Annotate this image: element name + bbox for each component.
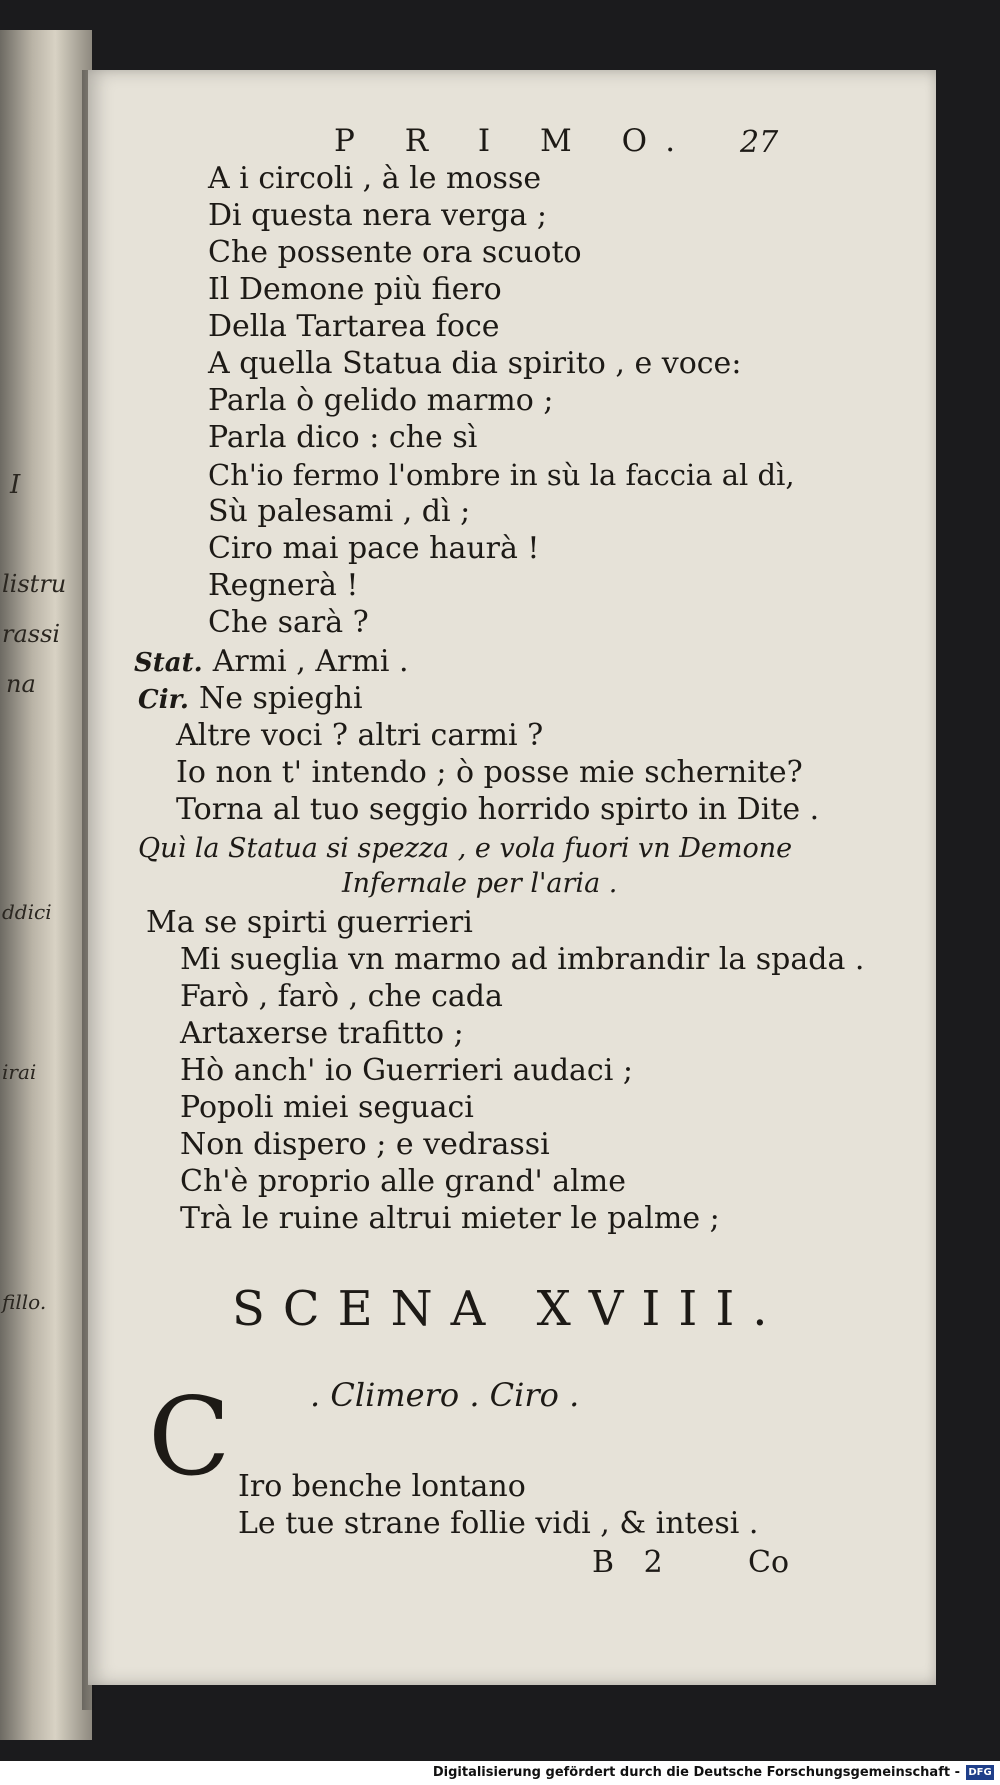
- verse-line: Le tue strane follie vidi , & intesi .: [238, 1506, 759, 1541]
- verse-line: Regnerà !: [208, 568, 359, 603]
- speech-line: [138, 682, 363, 717]
- speaker-name: Stat.: [134, 648, 203, 678]
- speaker-name: Cir.: [138, 685, 189, 715]
- facing-page-fragment: fillo.: [2, 1290, 47, 1314]
- verse-line: Iro benche lontano: [238, 1469, 526, 1504]
- verse-line: Sù palesami , dì ;: [208, 494, 471, 529]
- facing-page-fragment: rassi: [2, 620, 61, 648]
- facing-page-edge: [0, 30, 92, 1740]
- scene-heading: SCENA XVIII.: [232, 1281, 786, 1337]
- footer-credit: Digitalisierung gefördert durch die Deutsche Forschungsgemeinschaft -: [432, 1765, 960, 1780]
- verse-line: Parla ò gelido marmo ;: [208, 383, 554, 418]
- verse-line: A quella Statua dia spirito , e voce:: [208, 346, 742, 381]
- verse-line: Della Tartarea foce: [208, 309, 500, 344]
- verse-line: Hò anch' io Guerrieri audaci ;: [180, 1053, 633, 1088]
- digitization-footer: [0, 1761, 1000, 1785]
- verse-line: Trà le ruine altrui mieter le palme ;: [180, 1201, 720, 1236]
- verse-line: Non dispero ; e vedrassi: [180, 1127, 550, 1162]
- facing-page-fragment: na: [6, 670, 36, 698]
- speech-line: [134, 645, 408, 680]
- catchword: Co: [748, 1545, 790, 1580]
- stage-direction: Infernale per l'aria .: [342, 868, 618, 899]
- verse-line: Il Demone più fiero: [208, 272, 502, 307]
- verse-line: Torna al tuo seggio horrido spirto in Dite .: [176, 792, 820, 827]
- facing-page-fragment: listru: [2, 570, 67, 598]
- dfg-logo: DFG: [966, 1765, 994, 1780]
- running-header: P R I M O.: [334, 123, 696, 159]
- verse-line: Altre voci ? altri carmi ?: [176, 718, 544, 753]
- drop-cap: C: [148, 1375, 231, 1500]
- verse-line: Parla dico : che sì: [208, 420, 478, 455]
- verse-line: A i circoli , à le mosse: [208, 161, 542, 196]
- speech-text: Armi , Armi .: [212, 644, 409, 679]
- speech-text: Ne spieghi: [198, 681, 363, 716]
- verse-line: Ch'è proprio alle grand' alme: [180, 1164, 626, 1199]
- verse-line: Io non t' intendo ; ò posse mie schernite?: [176, 755, 803, 790]
- facing-page-fragment: ddici: [2, 900, 52, 924]
- page-number: 27: [740, 125, 779, 160]
- facing-page-fragment: irai: [2, 1060, 37, 1084]
- verse-line: Mi sueglia vn marmo ad imbrandir la spada .: [180, 942, 865, 977]
- verse-line: Ciro mai pace haurà !: [208, 531, 540, 566]
- scene-characters: . Climero . Ciro .: [310, 1376, 580, 1414]
- verse-line: Che possente ora scuoto: [208, 235, 582, 270]
- verse-line: Di questa nera verga ;: [208, 198, 547, 233]
- verse-line: Ma se spirti guerrieri: [146, 905, 473, 940]
- verse-line: Farò , farò , che cada: [180, 979, 503, 1014]
- verse-line: Artaxerse trafitto ;: [180, 1016, 464, 1051]
- signature-mark: B 2: [592, 1545, 673, 1580]
- verse-line: Popoli miei seguaci: [180, 1090, 474, 1125]
- verse-line: Ch'io fermo l'ombre in sù la faccia al dì,: [208, 458, 795, 492]
- verse-line: Che sarà ?: [208, 605, 369, 640]
- stage-direction: Quì la Statua si spezza , e vola fuori vn Demone: [138, 833, 793, 864]
- facing-page-fragment: I: [10, 470, 21, 500]
